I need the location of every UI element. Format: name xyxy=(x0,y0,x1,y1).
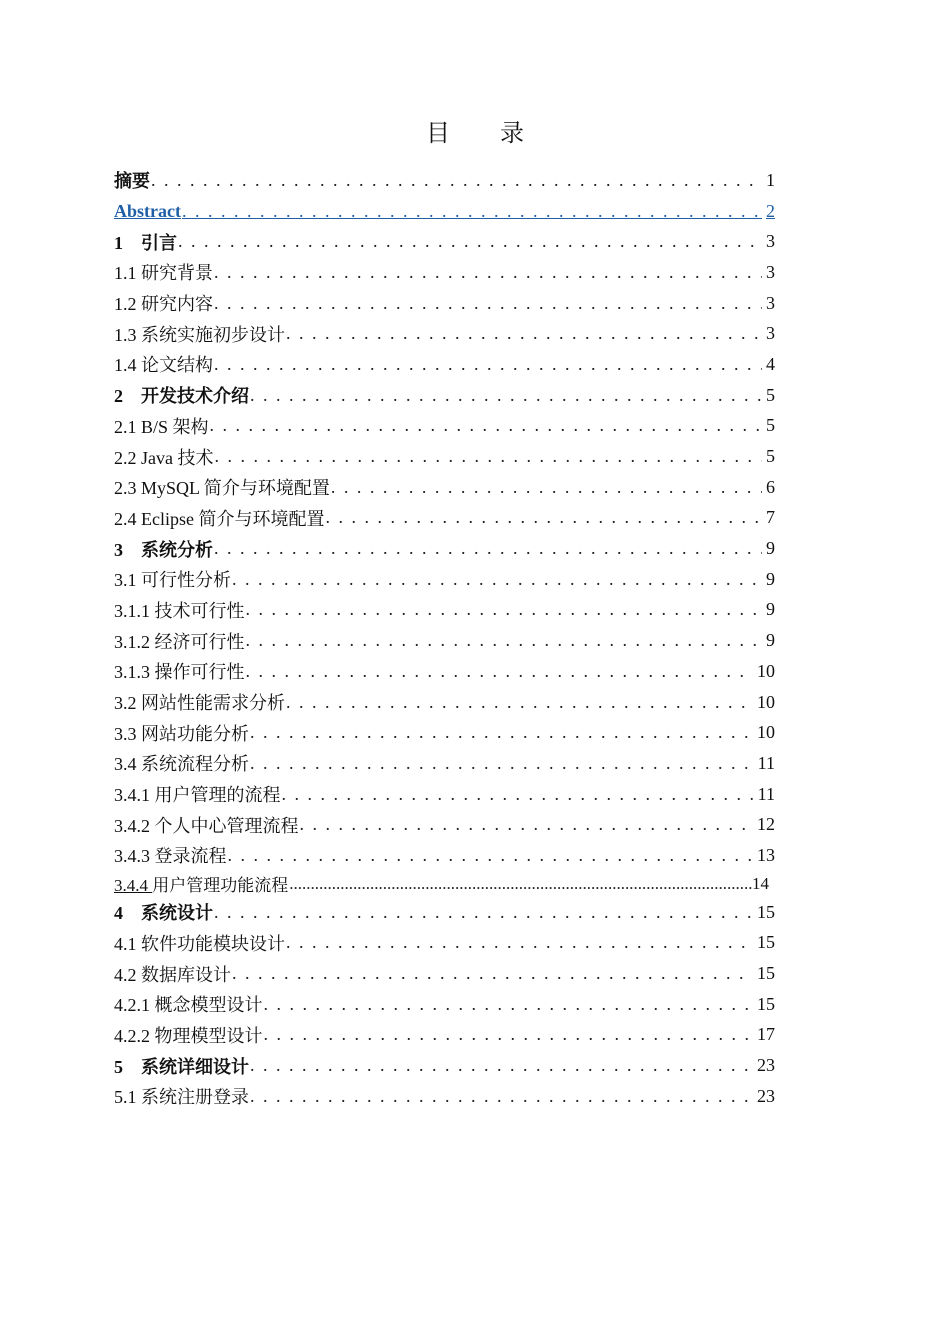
toc-entry-page: 5 xyxy=(766,446,775,467)
dot-leader xyxy=(250,385,762,406)
toc-entry-link[interactable] xyxy=(114,196,775,227)
table-of-contents xyxy=(114,165,775,1112)
toc-entry[interactable] xyxy=(114,1081,775,1112)
toc-entry[interactable] xyxy=(114,717,775,748)
toc-entry-label xyxy=(114,871,289,896)
toc-entry[interactable] xyxy=(114,928,775,959)
toc-entry-label: 1.1 研究背景 xyxy=(114,263,213,284)
toc-entry-page: 7 xyxy=(766,507,775,528)
toc-entry[interactable] xyxy=(114,871,775,897)
toc-entry-page: 9 xyxy=(766,538,775,559)
toc-entry-label: 3 系统分析 xyxy=(114,539,213,560)
toc-entry-label: 4.2.2 物理模型设计 xyxy=(114,1025,263,1046)
toc-entry-page: 10 xyxy=(757,691,775,712)
toc-entry-label: 3.2 网站性能需求分析 xyxy=(114,693,285,714)
dot-leader xyxy=(178,231,762,252)
dot-leader xyxy=(246,599,763,620)
toc-entry-page: 15 xyxy=(757,901,775,922)
toc-entry-label: 2.2 Java 技术 xyxy=(114,447,214,468)
dot-leader xyxy=(214,262,762,283)
toc-entry-label: 4.2 数据库设计 xyxy=(114,964,231,985)
toc-entry-label: 3.1.3 操作可行性 xyxy=(114,662,245,683)
dot-leader xyxy=(232,963,753,984)
dot-leader xyxy=(214,354,762,375)
toc-entry[interactable] xyxy=(114,809,775,840)
toc-entry-label: 2.1 B/S 架构 xyxy=(114,416,209,437)
toc-entry[interactable] xyxy=(114,165,775,196)
toc-entry-page: 23 xyxy=(757,1055,775,1076)
dot-leader xyxy=(246,661,754,682)
toc-entry[interactable] xyxy=(114,380,775,411)
toc-entry[interactable] xyxy=(114,958,775,989)
toc-entry-page: 12 xyxy=(757,814,775,835)
toc-entry[interactable] xyxy=(114,411,775,442)
toc-entry-page: 11 xyxy=(757,752,775,773)
toc-entry[interactable] xyxy=(114,441,775,472)
dot-leader xyxy=(214,293,762,314)
toc-entry-label: 3.1 可行性分析 xyxy=(114,570,231,591)
toc-entry[interactable] xyxy=(114,226,775,257)
toc-entry-page: 17 xyxy=(757,1024,775,1045)
dot-leader xyxy=(246,630,763,651)
toc-entry-page: 10 xyxy=(757,722,775,743)
toc-entry-label: 3.1.1 技术可行性 xyxy=(114,600,245,621)
dot-leader xyxy=(250,1086,753,1107)
toc-entry[interactable] xyxy=(114,257,775,288)
toc-entry[interactable] xyxy=(114,989,775,1020)
toc-entry[interactable] xyxy=(114,564,775,595)
toc-entry-label: 1.4 论文结构 xyxy=(114,355,213,376)
dot-leader xyxy=(214,902,753,923)
toc-entry-label: 3.4 系统流程分析 xyxy=(114,754,249,775)
toc-entry[interactable] xyxy=(114,595,775,626)
toc-entry-page: 6 xyxy=(766,476,775,497)
dot-leader xyxy=(286,692,753,713)
toc-entry[interactable] xyxy=(114,1020,775,1051)
toc-entry-page: 5 xyxy=(766,384,775,405)
toc-entry-page: 13 xyxy=(757,844,775,865)
toc-entry[interactable] xyxy=(114,779,775,810)
dot-leader xyxy=(300,814,754,835)
toc-entry-page: 4 xyxy=(766,353,775,374)
toc-entry[interactable] xyxy=(114,840,775,871)
toc-entry[interactable] xyxy=(114,472,775,503)
toc-entry-text: 用户管理功能流程 xyxy=(152,876,289,896)
toc-entry-label: 5.1 系统注册登录 xyxy=(114,1087,249,1108)
toc-entry-label: 3.4.1 用户管理的流程 xyxy=(114,785,281,806)
dot-leader xyxy=(210,415,762,436)
toc-entry-page: 9 xyxy=(766,568,775,589)
toc-entry[interactable] xyxy=(114,656,775,687)
dot-leader xyxy=(214,538,762,559)
toc-entry-page: 3 xyxy=(766,261,775,282)
dot-leader xyxy=(331,477,762,498)
toc-entry-label: 1 引言 xyxy=(114,232,177,253)
toc-entry-page: 9 xyxy=(766,599,775,620)
dot-leader xyxy=(325,507,762,528)
toc-entry-label: 3.4.2 个人中心管理流程 xyxy=(114,815,299,836)
toc-entry[interactable] xyxy=(114,533,775,564)
toc-entry-page: 15 xyxy=(757,993,775,1014)
dot-leader xyxy=(250,722,753,743)
toc-entry-page: 15 xyxy=(757,963,775,984)
dot-leader xyxy=(250,1055,753,1076)
toc-entry[interactable] xyxy=(114,503,775,534)
toc-entry-label: 4.1 软件功能模块设计 xyxy=(114,933,285,954)
dot-leader xyxy=(232,569,762,590)
toc-entry-page: 14 xyxy=(752,873,769,893)
toc-entry-label: 1.2 研究内容 xyxy=(114,294,213,315)
toc-entry-page: 23 xyxy=(757,1085,775,1106)
dot-leader xyxy=(182,201,762,222)
toc-entry-label: 4 系统设计 xyxy=(114,903,213,924)
toc-entry-label: 2 开发技术介绍 xyxy=(114,386,249,407)
toc-entry[interactable] xyxy=(114,288,775,319)
toc-entry[interactable] xyxy=(114,687,775,718)
toc-entry-page: 10 xyxy=(757,660,775,681)
page-title: 目 录 xyxy=(426,121,546,147)
toc-entry-number: 3.4.4 xyxy=(114,876,153,896)
dot-leader xyxy=(286,323,762,344)
toc-entry-label: 2.3 MySQL 简介与环境配置 xyxy=(114,478,330,499)
toc-entry-page: 15 xyxy=(757,932,775,953)
toc-entry-label: 3.1.2 经济可行性 xyxy=(114,631,245,652)
toc-entry-page: 1 xyxy=(766,169,775,190)
dot-leader xyxy=(289,874,752,894)
dot-leader xyxy=(151,170,762,191)
toc-entry[interactable] xyxy=(114,318,775,349)
toc-entry-label: 1.3 系统实施初步设计 xyxy=(114,324,285,345)
toc-entry-label: 3.4.3 登录流程 xyxy=(114,846,227,867)
toc-entry[interactable] xyxy=(114,1050,775,1081)
dot-leader xyxy=(286,932,753,953)
toc-entry-page: 3 xyxy=(766,292,775,313)
toc-entry-page: 3 xyxy=(766,231,775,252)
toc-entry-label: 4.2.1 概念模型设计 xyxy=(114,995,263,1016)
toc-entry-page: 5 xyxy=(766,415,775,436)
dot-leader xyxy=(214,446,762,467)
toc-entry-page: 3 xyxy=(766,323,775,344)
toc-entry-label: 3.3 网站功能分析 xyxy=(114,723,249,744)
toc-entry[interactable] xyxy=(114,748,775,779)
toc-entry[interactable] xyxy=(114,897,775,928)
toc-entry-label: 摘要 xyxy=(114,171,150,192)
toc-entry[interactable] xyxy=(114,349,775,380)
dot-leader xyxy=(228,845,754,866)
toc-entry-label: Abstract xyxy=(114,200,181,221)
dot-leader xyxy=(264,994,754,1015)
toc-entry-label: 5 系统详细设计 xyxy=(114,1056,249,1077)
toc-entry-page: 9 xyxy=(766,630,775,651)
dot-leader xyxy=(282,784,754,805)
toc-entry-page: 2 xyxy=(766,200,775,221)
dot-leader xyxy=(264,1024,754,1045)
dot-leader xyxy=(250,753,754,774)
toc-entry-page: 11 xyxy=(757,783,775,804)
toc-entry-label: 2.4 Eclipse 简介与环境配置 xyxy=(114,508,325,529)
toc-entry[interactable] xyxy=(114,625,775,656)
